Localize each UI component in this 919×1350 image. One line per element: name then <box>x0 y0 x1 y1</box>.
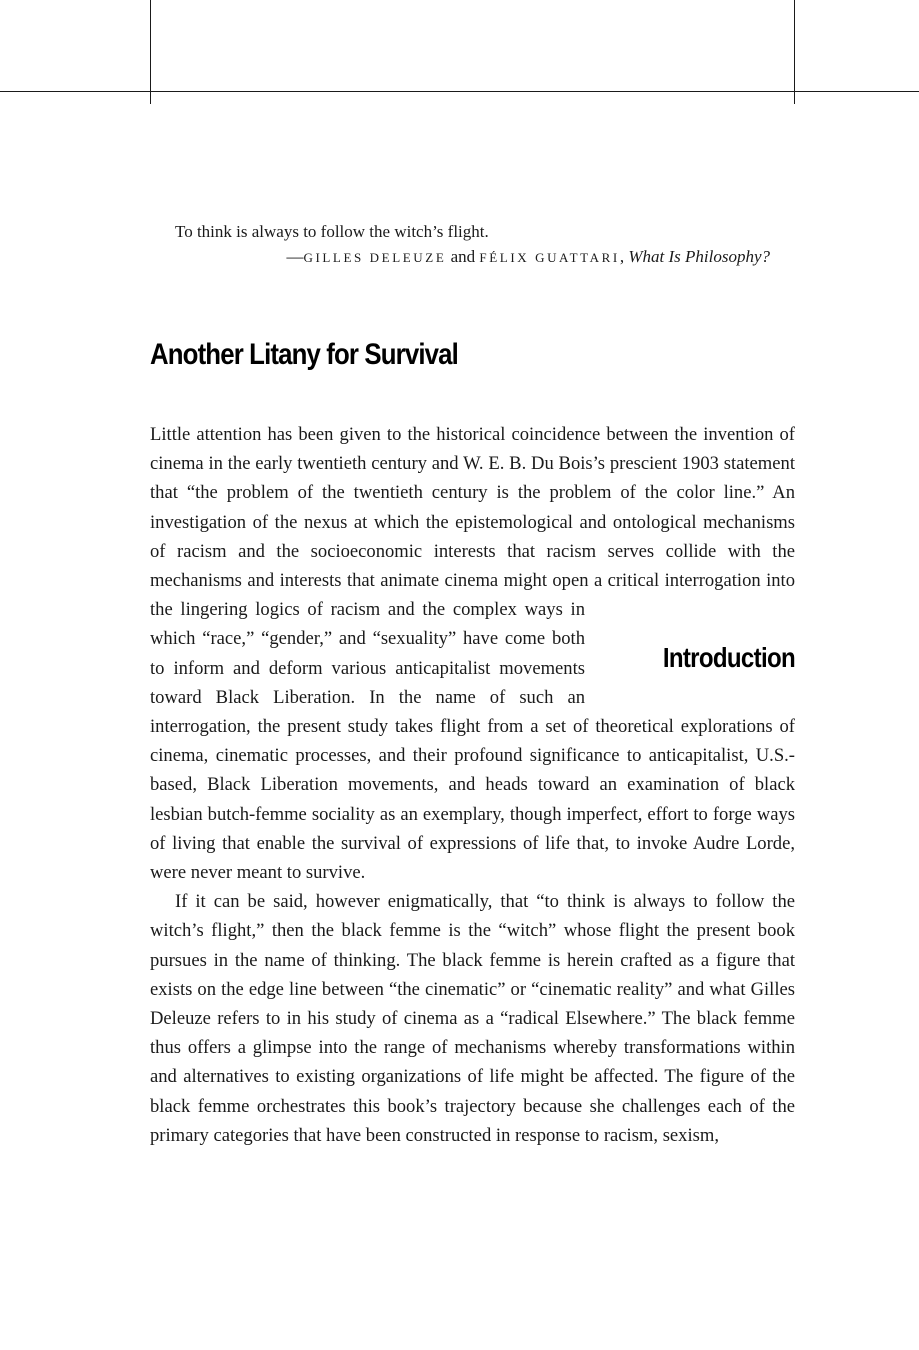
paragraph-2: If it can be said, however enigmatically, that “to think is always to follow the witch’s flight,” then the black femme is the “witch” whose flight the present book pursues in the name of thinking. The black femme is herein crafted as a figure that exists on the edge line between “the cinematic” or “cinematic reality” and what Gilles Deleuze refers to in his study of cinema as a “radical Elsewhere.” The black femme thus offers a glimpse into the range of mechanisms whereby transformations within and alternatives to existing organizations of life might be affected. The figure of the black femme orchestrates this book’s trajectory because she challenges each of the primary categories that have been constructed in response to racism, sexism, <box>150 891 795 1146</box>
body-text <box>150 420 795 1150</box>
epigraph-separator: , <box>619 247 629 266</box>
epigraph-author-1: GILLES DELEUZE <box>303 250 447 265</box>
epigraph-conjunction: and <box>446 247 480 266</box>
paragraph-1: Little attention has been given to the historical coincidence between the invention of cinema in the early twentieth century and W. E. B. Du Bois’s prescient 1903 statement that “the problem of the twentieth century is the problem of the color line.” An investigation of the nexus at which the epistemological and ontological mechanisms of racism and the socioeconomic interests that racism serves collide with the mechanisms and interests that animate cinema might open a critical interrogation into the lingering logics of racism and the complex ways in which “race,” “gender,” and “sexuality” have come both to inform and deform various anticapitalist movements toward Black Liberation. In the name of such an interrogation, the present study takes flight from a set of theoretical explorations of cinema, cinematic processes, and their profound significance to anticapitalist, U.S.-based, Black Liberation movements, and heads toward an examination of black lesbian butch-femme sociality as an exemplary, though imperfect, effort to forge ways of living that enable the survival of expressions of life that, to invoke Audre Lorde, were never meant to survive. <box>150 424 795 884</box>
epigraph-author-2: FÉLIX GUATTARI <box>479 250 620 265</box>
epigraph-attribution <box>175 244 775 270</box>
section-label: Introduction <box>662 642 795 673</box>
crop-mark-right <box>794 0 795 104</box>
crop-mark-horizontal <box>0 91 919 92</box>
epigraph-quote: To think is always to follow the witch’s flight. <box>175 222 489 241</box>
chapter-title: Another Litany for Survival <box>150 338 458 371</box>
crop-mark-left <box>150 0 151 104</box>
epigraph-work-title: What Is Philosophy? <box>628 247 770 266</box>
epigraph <box>175 219 775 270</box>
epigraph-dash: — <box>286 247 304 266</box>
